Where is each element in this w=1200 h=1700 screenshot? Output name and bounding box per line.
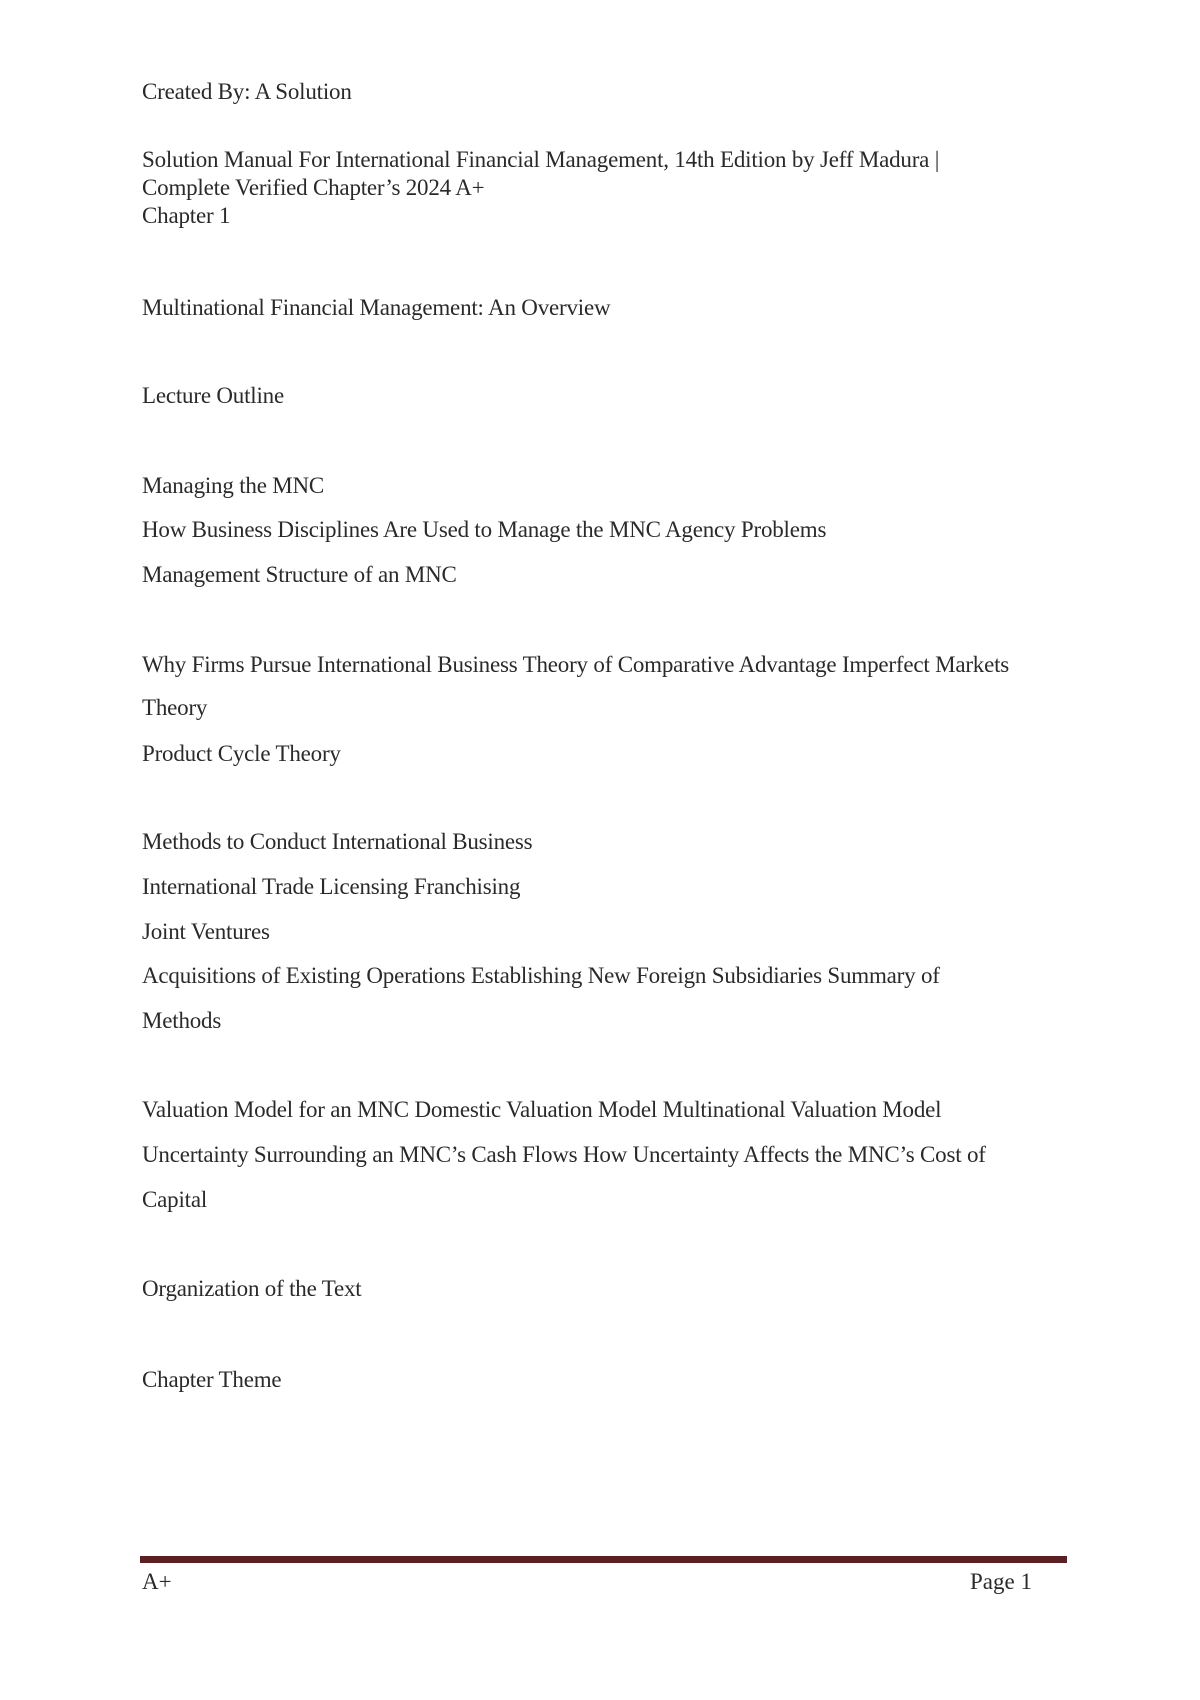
- outline-item: How Business Disciplines Are Used to Manage the MNC Agency Problems: [142, 517, 827, 542]
- document-title-line-1: Solution Manual For International Financial Management, 14th Edition by Jeff Madura |: [142, 147, 940, 172]
- outline-item: Methods to Conduct International Business: [142, 829, 533, 854]
- footer-left-label: A+: [142, 1569, 172, 1594]
- outline-item: Chapter Theme: [142, 1367, 282, 1392]
- outline-item: Valuation Model for an MNC Domestic Valuation Model Multinational Valuation Model: [142, 1097, 942, 1122]
- chapter-number: Chapter 1: [142, 203, 231, 228]
- page-number: Page 1: [970, 1569, 1032, 1594]
- outline-item: Joint Ventures: [142, 919, 270, 944]
- outline-item: Product Cycle Theory: [142, 741, 341, 766]
- outline-item: International Trade Licensing Franchising: [142, 874, 521, 899]
- outline-item: Methods: [142, 1008, 222, 1033]
- outline-item: Organization of the Text: [142, 1276, 362, 1301]
- document-title-line-2: Complete Verified Chapter’s 2024 A+: [142, 175, 485, 200]
- outline-item: Management Structure of an MNC: [142, 562, 457, 587]
- outline-item: Theory: [142, 695, 208, 720]
- outline-item: Uncertainty Surrounding an MNC’s Cash Flows How Uncertainty Affects the MNC’s Cost of: [142, 1142, 986, 1167]
- created-by: Created By: A Solution: [142, 79, 352, 104]
- chapter-title: Multinational Financial Management: An Overview: [142, 295, 611, 320]
- outline-item: Acquisitions of Existing Operations Establishing New Foreign Subsidiaries Summary of: [142, 963, 940, 988]
- outline-item: Capital: [142, 1187, 208, 1212]
- outline-item: Why Firms Pursue International Business Theory of Comparative Advantage Imperfect Markets: [142, 652, 1010, 677]
- outline-heading: Lecture Outline: [142, 383, 284, 408]
- footer-rule: [140, 1556, 1067, 1563]
- outline-item: Managing the MNC: [142, 473, 325, 498]
